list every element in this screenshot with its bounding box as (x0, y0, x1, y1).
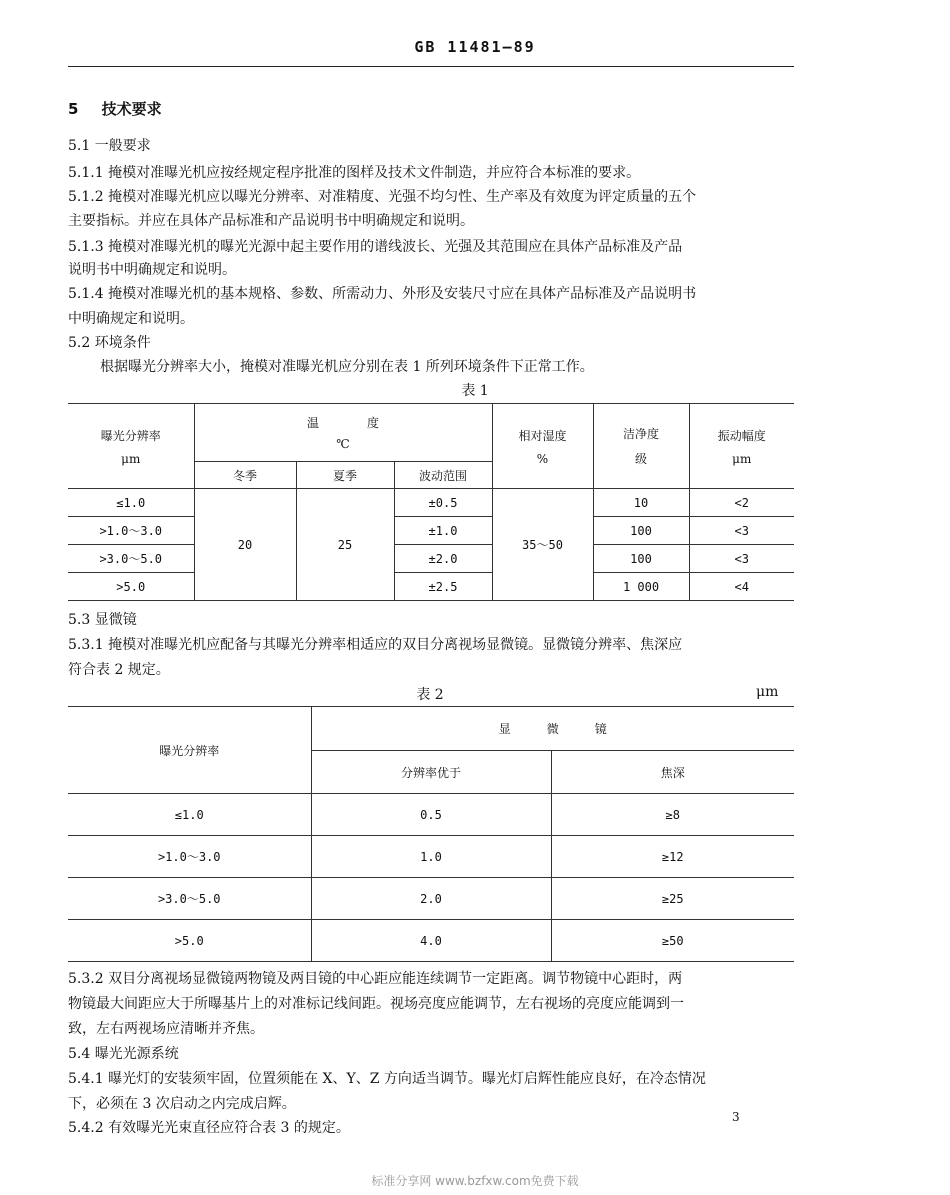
footer-watermark: 标准分享网 www.bzfxw.com免费下载 (371, 1174, 579, 1188)
table2 (68, 706, 794, 962)
s5-1-3-line1: 5.1.3 掩模对准曝光机的曝光光源中起主要作用的谱线波长、光强及其范围应在具体产品标准及产品 (68, 239, 683, 255)
s5-1-4-line1: 5.1.4 掩模对准曝光机的基本规格、参数、所需动力、外形及安装尺寸应在具体产品标准及产品说明书 (68, 286, 697, 302)
s5-1-1-text: 5.1.1 掩模对准曝光机应按经规定程序批准的图样及技术文件制造，并应符合本标准的要求。 (68, 165, 641, 181)
t1-header-humidity-label: 相对湿度 (518, 428, 567, 443)
t1-clean: 100 (593, 545, 689, 573)
table-row (68, 573, 794, 601)
t2-header-depth: 焦深 (551, 751, 794, 794)
t1-range: ±2.5 (394, 573, 492, 601)
section-title: 技术要求 (101, 100, 162, 118)
s5-3-1-line2: 符合表 2 规定。 (68, 662, 170, 678)
s5-3-2-line2: 物镜最大间距应大于所曝基片上的对准标记线间距。视场亮度应能调节，左右视场的亮度应能调到一 (68, 996, 684, 1012)
t2-res: >1.0～3.0 (68, 836, 311, 878)
t1-header-vib-label: 振动幅度 (717, 428, 766, 443)
s5-2-text: 根据曝光分辨率大小，掩模对准曝光机应分别在表 1 所列环境条件下正常工作。 (100, 359, 594, 375)
header-rule (68, 66, 794, 67)
table1 (68, 403, 794, 601)
t1-header-resolution (68, 404, 194, 489)
s5-3-2-line1: 5.3.2 双目分离视场显微镜两物镜及两目镜的中心距应能连续调节一定距离。调节物镜中心距时，两 (68, 971, 683, 987)
t1-header-temp-unit: ℃ (336, 437, 350, 451)
t1-header-humidity-unit: % (536, 451, 549, 466)
t1-clean: 1 000 (593, 573, 689, 601)
t1-clean: 100 (593, 517, 689, 545)
t1-header-vib (689, 404, 794, 489)
table2-unit: μm (756, 684, 779, 700)
t1-header-clean (593, 404, 689, 489)
t2-res: ≤1.0 (68, 794, 311, 836)
t1-res: >5.0 (68, 573, 194, 601)
t1-header-temp-label: 温 度 (306, 416, 379, 430)
t1-range: ±2.0 (394, 545, 492, 573)
t1-range: ±0.5 (394, 489, 492, 517)
t1-res: >1.0～3.0 (68, 517, 194, 545)
t1-vib: <3 (689, 517, 794, 545)
table2-caption: 表 2 (416, 687, 444, 703)
t1-header-vib-unit: μm (732, 451, 752, 466)
s5-4-2-text: 5.4.2 有效曝光光束直径应符合表 3 的规定。 (68, 1120, 350, 1136)
table-row (68, 920, 794, 962)
t1-header-range: 波动范围 (394, 462, 492, 489)
t1-header-resolution-unit: μm (121, 451, 141, 466)
table-row (68, 878, 794, 920)
table-row (68, 836, 794, 878)
s5-1-2-line2: 主要指标。并应在具体产品标准和产品说明书中明确规定和说明。 (68, 213, 474, 229)
t1-vib: <2 (689, 489, 794, 517)
s5-4-title: 5.4 曝光光源系统 (68, 1046, 179, 1062)
s5-1-2-line1: 5.1.2 掩模对准曝光机应以曝光分辨率、对准精度、光强不均匀性、生产率及有效度为评定质量的五个 (68, 189, 697, 205)
t1-res: ≤1.0 (68, 489, 194, 517)
t1-range: ±1.0 (394, 517, 492, 545)
s5-1-title: 5.1 一般要求 (68, 138, 151, 154)
t1-header-clean-unit: 级 (634, 452, 647, 466)
section-number: 5 (68, 100, 79, 118)
table-row (68, 517, 794, 545)
t1-res: >3.0～5.0 (68, 545, 194, 573)
s5-2-title: 5.2 环境条件 (68, 335, 151, 351)
t2-better: 1.0 (311, 836, 551, 878)
t1-header-resolution-label: 曝光分辨率 (100, 428, 161, 443)
t1-header-winter: 冬季 (194, 462, 296, 489)
s5-4-1-line2: 下，必须在 3 次启动之内完成启辉。 (68, 1096, 296, 1112)
t1-vib: <3 (689, 545, 794, 573)
s5-1-4-line2: 中明确规定和说明。 (68, 311, 194, 327)
t2-header-microscope: 显 微 镜 (311, 707, 794, 751)
t1-header-temp (194, 404, 492, 462)
table-row (68, 794, 794, 836)
t2-depth: ≥12 (551, 836, 794, 878)
s5-4-1-line1: 5.4.1 曝光灯的安装须牢固，位置须能在 X、Y、Z 方向适当调节。曝光灯启辉性能应良好，在冷态情况 (68, 1071, 706, 1087)
t1-summer-value: 25 (296, 489, 394, 601)
t2-depth: ≥8 (551, 794, 794, 836)
page-number: 3 (732, 1110, 740, 1124)
s5-3-2-line3: 致，左右两视场应清晰并齐焦。 (68, 1021, 264, 1037)
t2-header-resolution: 曝光分辨率 (68, 707, 311, 794)
t1-header-summer: 夏季 (296, 462, 394, 489)
table1-caption: 表 1 (461, 383, 489, 399)
s5-3-1-line1: 5.3.1 掩模对准曝光机应配备与其曝光分辨率相适应的双目分离视场显微镜。显微镜分辨率、焦深应 (68, 637, 683, 653)
t1-header-humidity (492, 404, 593, 489)
t1-vib: <4 (689, 573, 794, 601)
s5-1-3-line2: 说明书中明确规定和说明。 (68, 262, 236, 278)
t2-header-res-better: 分辨率优于 (311, 751, 551, 794)
t2-better: 2.0 (311, 878, 551, 920)
table-row (68, 489, 794, 517)
s5-3-title: 5.3 显微镜 (68, 612, 137, 628)
t2-better: 4.0 (311, 920, 551, 962)
t1-header-clean-label: 洁净度 (622, 427, 659, 441)
section-5-heading (68, 98, 162, 119)
t2-depth: ≥25 (551, 878, 794, 920)
t2-depth: ≥50 (551, 920, 794, 962)
t2-better: 0.5 (311, 794, 551, 836)
table-row (68, 545, 794, 573)
t2-res: >3.0～5.0 (68, 878, 311, 920)
t2-res: >5.0 (68, 920, 311, 962)
t1-humidity-value: 35～50 (492, 489, 593, 601)
t1-winter-value: 20 (194, 489, 296, 601)
standard-code-header: GB 11481—89 (414, 38, 536, 56)
t1-clean: 10 (593, 489, 689, 517)
